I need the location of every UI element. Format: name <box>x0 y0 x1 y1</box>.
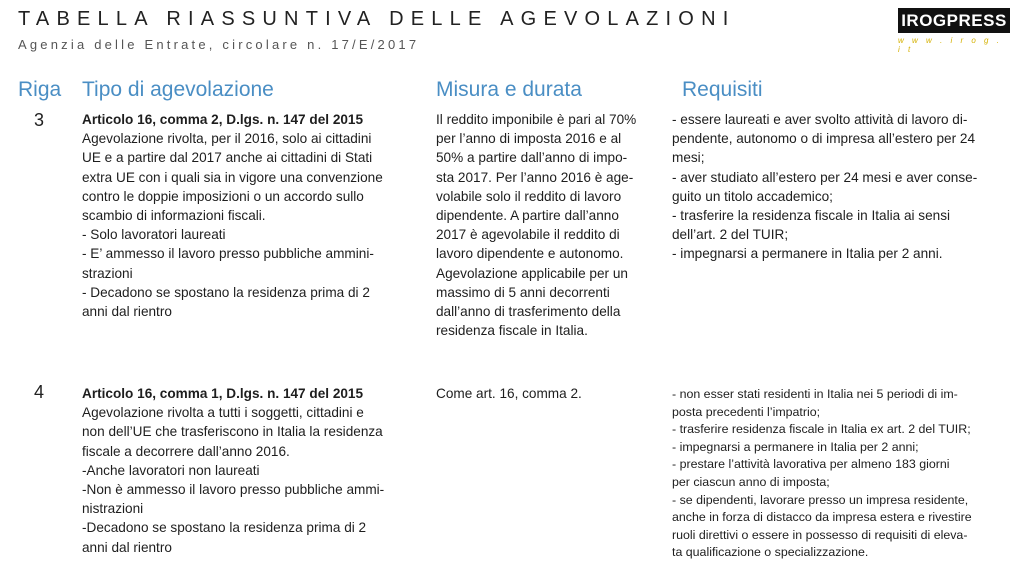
row-3-misura-line: 50% a partire dall’anno di impo- <box>436 150 628 166</box>
row-4-requisiti-line: - impegnarsi a permanere in Italia per 2 anni; <box>672 439 919 454</box>
row-4-requisiti-line: ta qualificazione o specializzazione. <box>672 545 869 560</box>
row-4-requisiti-line: - non esser stati residenti in Italia nei 5 periodi di im- <box>672 387 958 401</box>
row-3-tipo-line: - Decadono se spostano la residenza prima di 2 <box>82 284 370 300</box>
row-3-misura-line: dall’anno di trasferimento della <box>436 304 621 320</box>
row-4-tipo-line: anni dal rientro <box>82 539 172 555</box>
row-3-requisiti-line: - aver studiato all’estero per 24 mesi e aver conse- <box>672 169 978 185</box>
row-3-requisiti-line: guito un titolo accademico; <box>672 188 833 204</box>
row-4-tipo-line: nistrazioni <box>82 501 144 517</box>
row-4-requisiti-line: posta precedenti l’impatrio; <box>672 404 821 419</box>
row-number-4: 4 <box>34 382 45 402</box>
row-3-requisiti-line: pendente, autonomo o di impresa all’estero per 24 <box>672 131 976 147</box>
irogpress-logo <box>898 8 1010 54</box>
row-3-tipo-line: UE e a partire dal 2017 anche ai cittadini di Stati <box>82 150 373 166</box>
row-3-tipo-line: scambio di informazioni fiscali. <box>82 208 266 224</box>
logo-url: w w w . i r o g . i t <box>898 36 1002 54</box>
row-4-tipo-line: -Anche lavoratori non laureati <box>82 462 260 478</box>
row-3-requisiti-line: - trasferire la residenza fiscale in Italia ai sensi <box>672 208 951 224</box>
row-3-tipo-cell <box>82 110 383 321</box>
row-4-tipo-cell <box>82 384 384 557</box>
page-subtitle: Agenzia delle Entrate, circolare n. 17/E/2017 <box>18 37 420 52</box>
row-4-misura-cell <box>436 384 582 403</box>
row-3-tipo-line: - E’ ammesso il lavoro presso pubbliche ammini- <box>82 246 374 262</box>
row-3-requisiti-line: - impegnarsi a permanere in Italia per 2 anni. <box>672 246 943 262</box>
row-4-requisiti-line: per ciascun anno di imposta; <box>672 474 830 489</box>
logo-text: IROGPRESS <box>901 10 1007 30</box>
row-4-requisiti-line: anche in forza di distacco da impresa estera e rivestire <box>672 510 972 525</box>
row-3-misura-line: Il reddito imponibile è pari al 70% <box>436 112 637 127</box>
row-3-misura-line: lavoro dipendente e autonomo. <box>436 246 624 262</box>
row-4-tipo-line: -Non è ammesso il lavoro presso pubbliche ammi- <box>82 482 385 498</box>
row-4-requisiti-line: ruoli direttivi o essere in possesso di requisiti di eleva- <box>672 527 968 542</box>
row-3-misura-line: residenza fiscale in Italia. <box>436 323 588 339</box>
row-3-tipo-line: - Solo lavoratori laureati <box>82 227 226 243</box>
row-3-requisiti-line: dell’art. 2 del TUIR; <box>672 227 789 243</box>
row-4-misura-line: Come art. 16, comma 2. <box>436 386 582 401</box>
row-4-requisiti-line: - se dipendenti, lavorare presso un impresa residente, <box>672 492 969 507</box>
row-4-tipo-line: Agevolazione rivolta a tutti i soggetti, cittadini e <box>82 405 364 421</box>
row-3-tipo-heading: Articolo 16, comma 2, D.lgs. n. 147 del 2015 <box>82 112 364 127</box>
row-4-requisiti-line: - prestare l’attività lavorativa per almeno 183 giorni <box>672 457 950 472</box>
row-3-tipo-line: contro le doppie imposizioni o un accordo sullo <box>82 188 364 204</box>
row-4-tipo-line: fiscale a decorrere dall’anno 2016. <box>82 443 290 459</box>
logo-box <box>898 8 1010 33</box>
row-3-requisiti-line: mesi; <box>672 150 705 166</box>
row-number-3: 3 <box>34 110 45 130</box>
row-4-tipo-heading: Articolo 16, comma 1, D.lgs. n. 147 del 2015 <box>82 386 364 401</box>
row-3-tipo-line: Agevolazione rivolta, per il 2016, solo ai cittadini <box>82 131 372 147</box>
row-3-misura-line: massimo di 5 anni decorrenti <box>436 284 610 300</box>
column-header-riga: Riga <box>18 78 62 101</box>
column-header-tipo: Tipo di agevolazione <box>82 78 274 101</box>
row-4-tipo-line: non dell’UE che trasferiscono in Italia la residenza <box>82 424 383 440</box>
column-header-requisiti: Requisiti <box>682 78 763 101</box>
row-3-misura-line: Agevolazione applicabile per un <box>436 265 628 281</box>
page-title: TABELLA RIASSUNTIVA DELLE AGEVOLAZIONI <box>18 8 736 30</box>
column-header-misura: Misura e durata <box>436 78 582 101</box>
row-4-tipo-line: -Decadono se spostano la residenza prima di 2 <box>82 520 367 536</box>
row-3-misura-line: volabile solo il reddito di lavoro <box>436 188 622 204</box>
row-3-misura-line: sta 2017. Per l’anno 2016 è age- <box>436 169 634 185</box>
row-3-requisiti-line: - essere laureati e aver svolto attività di lavoro di- <box>672 112 968 127</box>
row-3-misura-line: 2017 è agevolabile il reddito di <box>436 227 620 243</box>
row-3-misura-line: dipendente. A partire dall’anno <box>436 208 619 224</box>
row-3-tipo-line: anni dal rientro <box>82 304 172 320</box>
row-3-tipo-line: strazioni <box>82 265 133 281</box>
row-4-requisiti-line: - trasferire residenza fiscale in Italia ex art. 2 del TUIR; <box>672 422 971 437</box>
row-3-tipo-line: extra UE con i quali sia in vigore una convenzione <box>82 169 383 185</box>
row-3-misura-line: per l’anno di imposta 2016 e al <box>436 131 622 147</box>
row-3-requisiti-cell <box>672 110 977 264</box>
row-4-requisiti-cell <box>672 386 972 562</box>
row-3-misura-cell <box>436 110 636 340</box>
